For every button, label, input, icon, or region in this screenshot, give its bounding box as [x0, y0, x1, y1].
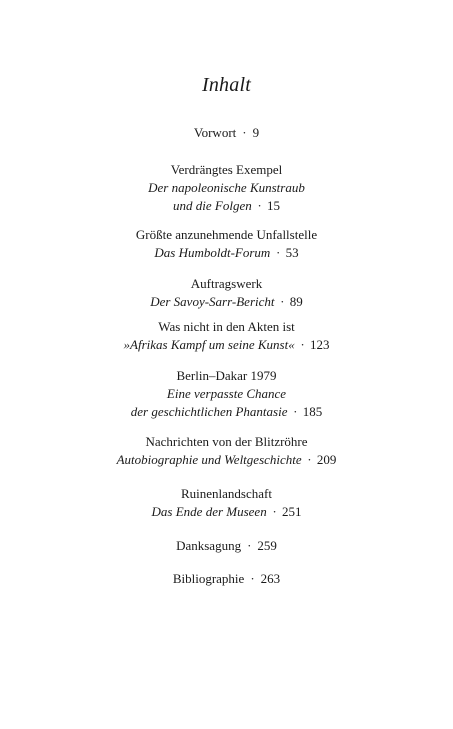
- entry-heading: Was nicht in den Akten ist: [158, 319, 295, 334]
- toc-entry-subtitle-last: [0, 336, 453, 354]
- entry-heading: Vorwort: [193, 125, 237, 140]
- page-number: 263: [260, 571, 281, 586]
- separator-dot: ·: [280, 294, 284, 309]
- entry-heading: Bibliographie: [172, 571, 245, 586]
- toc-entry-subtitle-last: [0, 451, 453, 469]
- entry-subtitle: Der Savoy-Sarr-Bericht: [150, 294, 275, 309]
- entry-subtitle: der geschichtlichen Phantasie: [130, 404, 288, 419]
- entry-subtitle: und die Folgen: [173, 198, 252, 213]
- entry-heading: Auftragswerk: [190, 276, 263, 291]
- toc-entry-subtitle-last: [0, 403, 453, 421]
- toc-title: Inhalt: [202, 74, 251, 96]
- separator-dot: ·: [293, 404, 297, 419]
- toc-entry-subtitle-last: [0, 503, 453, 521]
- entry-subtitle: Eine verpasste Chance: [166, 386, 287, 401]
- page-number: 259: [257, 538, 277, 553]
- page-number: 209: [316, 452, 337, 467]
- toc-entry-vorwort: [0, 124, 453, 142]
- toc-entry-subtitle-last: [0, 197, 453, 215]
- entry-subtitle: »Afrikas Kampf um seine Kunst«: [123, 337, 295, 352]
- entry-heading: Ruinenlandschaft: [181, 486, 272, 501]
- page-number: 53: [285, 245, 299, 260]
- entry-heading: Größte anzunehmende Unfallstelle: [135, 227, 318, 242]
- separator-dot: ·: [307, 452, 311, 467]
- entry-subtitle: Der napoleonische Kunstraub: [148, 180, 305, 195]
- entry-heading: Danksagung: [176, 538, 242, 553]
- entry-heading: Berlin–Dakar 1979: [176, 368, 277, 383]
- page-number: 15: [266, 198, 280, 213]
- separator-dot: ·: [257, 198, 261, 213]
- toc-entry-danksagung: [0, 537, 453, 555]
- separator-dot: ·: [247, 538, 252, 553]
- page-number: 185: [302, 404, 323, 419]
- toc-entry-subtitle-last: [0, 293, 453, 311]
- separator-dot: ·: [242, 125, 247, 140]
- entry-subtitle: Autobiographie und Weltgeschichte: [116, 452, 302, 467]
- separator-dot: ·: [250, 571, 255, 586]
- separator-dot: ·: [300, 337, 304, 352]
- page-number: 251: [281, 504, 302, 519]
- separator-dot: ·: [272, 504, 276, 519]
- page-number: 123: [309, 337, 330, 352]
- entry-heading: Verdrängtes Exempel: [170, 162, 283, 177]
- entry-heading: Nachrichten von der Blitzröhre: [145, 434, 308, 449]
- separator-dot: ·: [276, 245, 280, 260]
- toc-entry-subtitle-last: [0, 244, 453, 262]
- page-number: 9: [252, 125, 260, 140]
- toc-entry-bibliographie: [0, 570, 453, 588]
- entry-subtitle: Das Humboldt-Forum: [154, 245, 271, 260]
- page-number: 89: [289, 294, 303, 309]
- entry-subtitle: Das Ende der Museen: [151, 504, 267, 519]
